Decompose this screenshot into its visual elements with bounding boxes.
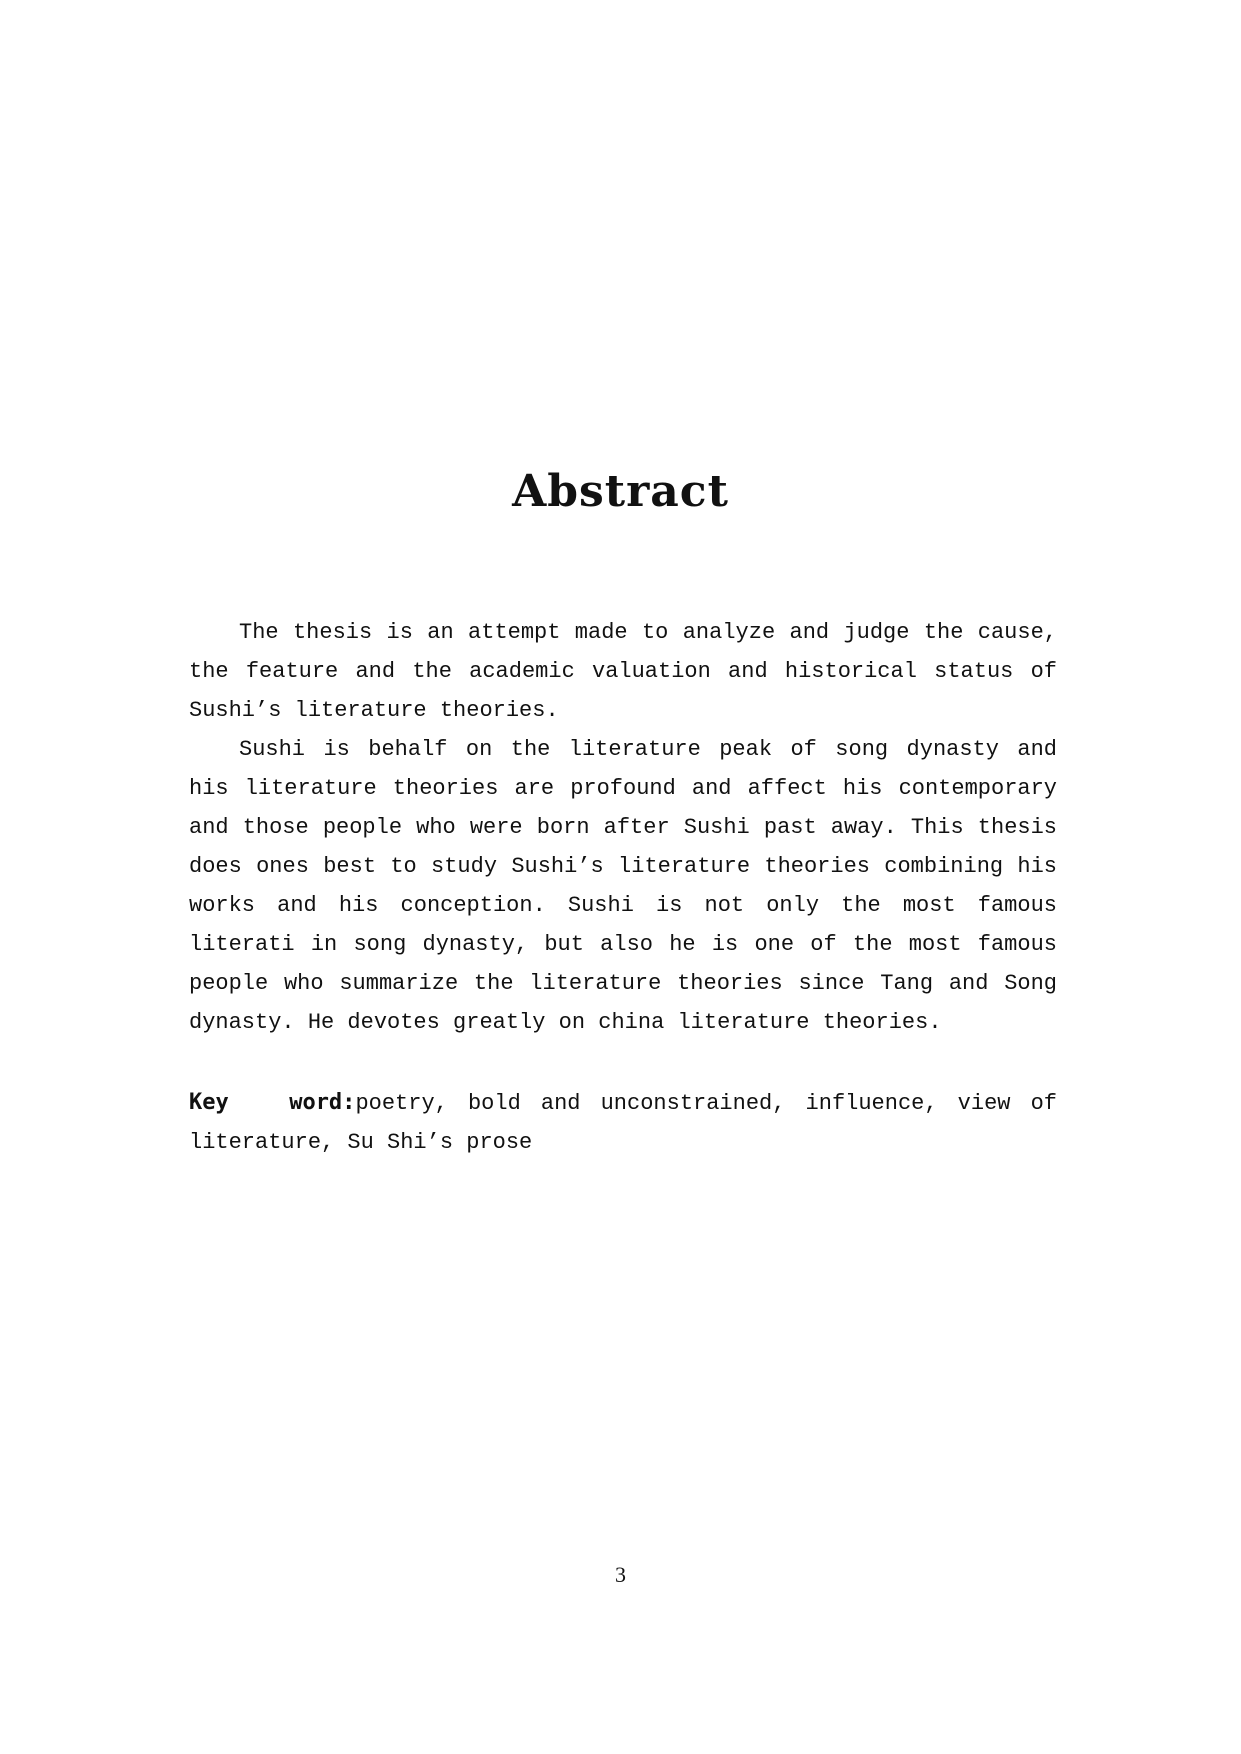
page-title: Abstract (512, 466, 729, 517)
abstract-body (189, 613, 1057, 1042)
keywords-label: Key word: (189, 1090, 356, 1115)
keywords-section (189, 1083, 1057, 1162)
keywords-text: poetry, bold and unconstrained, influence, view of literature, Su Shi’s prose (189, 1091, 1058, 1155)
abstract-paragraph: Sushi is behalf on the literature peak of song dynasty and his literature theories are profound and affect his contemporary and those people who were born after Sushi past away. This thesis does ones best to study Sushi’s literature theories combining his works and his conception. Sushi is not only the most famous literati in song dynasty, but also he is one of the most famous people who summarize the literature theories since Tang and Song dynasty. He devotes greatly on china literature theories. (189, 737, 1057, 1035)
page-number: 3 (615, 1562, 626, 1587)
abstract-paragraph: The thesis is an attempt made to analyze and judge the cause, the feature and the academic valuation and historical status of Sushi’s literature theories. (189, 620, 1057, 723)
